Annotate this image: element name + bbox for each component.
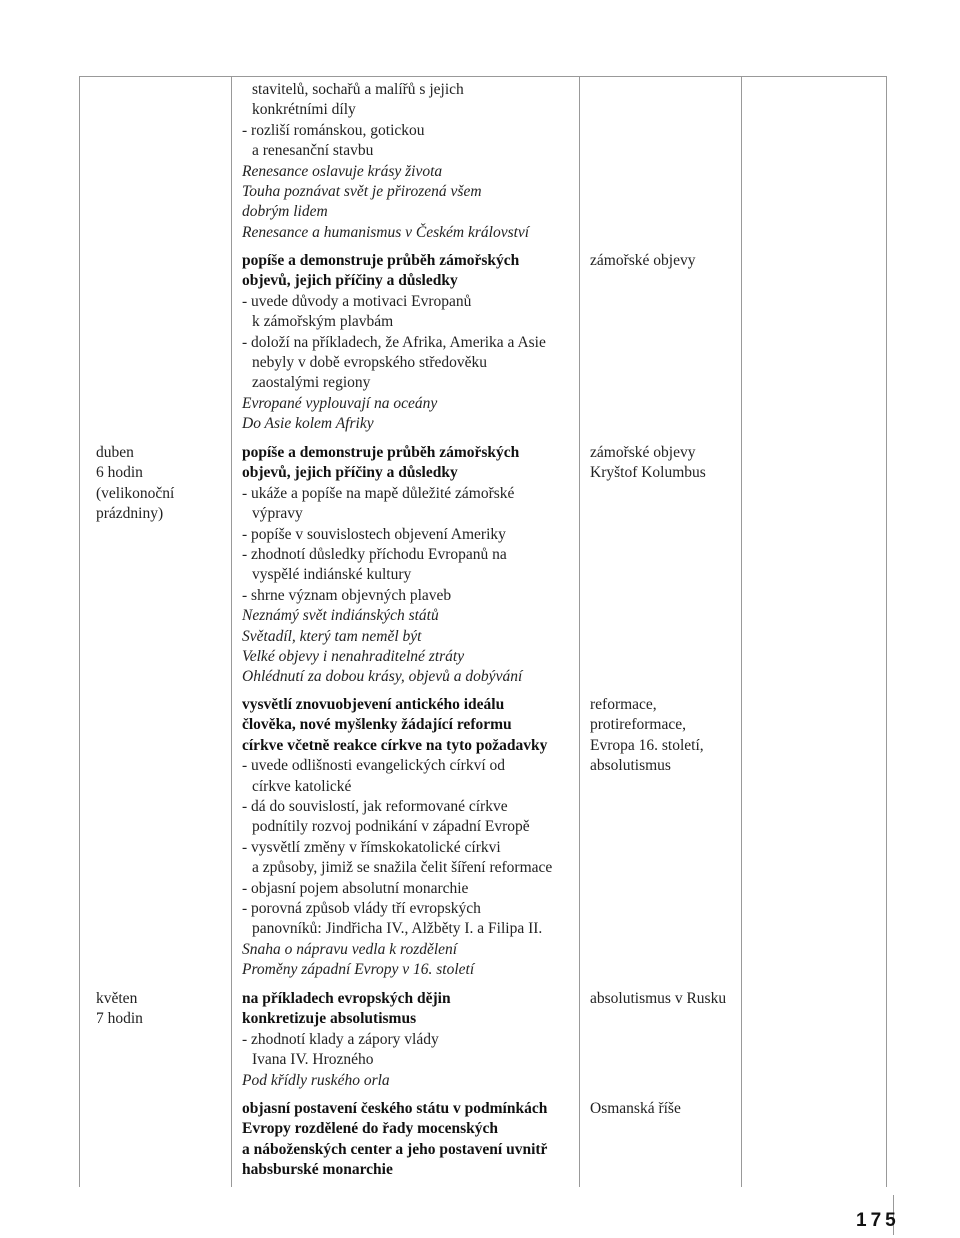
- outcome-line: církve katolické: [252, 777, 352, 795]
- topic-line: protireformace,: [590, 716, 686, 734]
- outcome-line: - dá do souvislostí, jak reformované církve: [242, 798, 508, 816]
- outcome-line: - doloží na příkladech, že Afrika, Amerika a Asie: [242, 333, 546, 351]
- column-divider-1: [231, 76, 232, 1187]
- outcome-line: objasní postavení českého státu v podmínkách: [242, 1100, 548, 1117]
- outcome-line: objevů, jejich příčiny a důsledky: [242, 464, 458, 482]
- month-line: (velikonoční: [96, 484, 175, 502]
- outcome-line: a způsoby, jimiž se snažila čelit šíření reformace: [252, 859, 553, 877]
- month-cell: [96, 443, 174, 525]
- outcome-line: Proměny západní Evropy v 16. století: [242, 961, 475, 979]
- outcome-line: nebyly v době evropského středověku: [252, 354, 488, 372]
- outcomes-cell: [242, 443, 522, 688]
- outcome-line: Renesance oslavuje krásy života: [242, 162, 443, 180]
- month-line: prázdniny): [96, 505, 164, 523]
- outcome-line: zaostalými regiony: [252, 374, 371, 392]
- outcome-line: člověka, nové myšlenky žádající reformu: [242, 716, 512, 734]
- topic-cell: [590, 251, 695, 271]
- outcome-line: Touha poznávat svět je přirozená všem: [242, 183, 482, 201]
- topic-line: zámořské objevy: [590, 252, 696, 269]
- outcome-line: Renesance a humanismus v Českém království: [242, 223, 530, 241]
- topic-cell: [590, 443, 706, 484]
- outcome-line: - porovná způsob vlády tří evropských: [242, 900, 481, 918]
- month-line: 6 hodin: [96, 464, 143, 482]
- table-border-left: [79, 76, 80, 1187]
- page-number: 175: [856, 1210, 900, 1231]
- outcome-line: - shrne význam objevných plaveb: [242, 586, 452, 604]
- outcome-line: Pod křídly ruského orla: [242, 1071, 390, 1089]
- month-line: 7 hodin: [96, 1010, 143, 1028]
- outcome-line: Ivana IV. Hrozného: [252, 1051, 374, 1069]
- topic-line: absolutismus: [590, 757, 671, 775]
- outcome-line: popíše a demonstruje průběh zámořských: [242, 252, 520, 269]
- outcome-line: Světadíl, který tam neměl být: [242, 627, 422, 645]
- outcome-line: - vysvětlí změny v římskokatolické církvi: [242, 838, 501, 856]
- outcome-line: - popíše v souvislostech objevení Ameriky: [242, 525, 506, 543]
- outcome-line: konkretizuje absolutismus: [242, 1010, 417, 1028]
- table-top-border: [79, 76, 887, 77]
- outcomes-cell: [242, 989, 451, 1091]
- column-divider-2: [579, 76, 580, 1187]
- outcomes-cell: [242, 80, 529, 243]
- outcome-line: - uvede důvody a motivaci Evropanů: [242, 292, 472, 310]
- column-divider-3: [741, 76, 742, 1187]
- outcome-line: a náboženských center a jeho postavení uvnitř: [242, 1140, 548, 1158]
- outcome-line: - objasní pojem absolutní monarchie: [242, 879, 469, 897]
- outcome-line: popíše a demonstruje průběh zámořských: [242, 444, 520, 461]
- outcome-line: vyspělé indiánské kultury: [252, 566, 412, 584]
- month-line: květen: [96, 990, 138, 1007]
- table-border-right: [886, 76, 887, 1187]
- outcome-line: Evropy rozdělené do řady mocenských: [242, 1120, 499, 1138]
- outcome-line: církve včetně reakce církve na tyto požadavky: [242, 736, 548, 754]
- outcomes-cell: [242, 1099, 547, 1181]
- outcome-line: - rozliší románskou, gotickou: [242, 121, 425, 139]
- outcome-line: a renesanční stavbu: [252, 142, 374, 160]
- outcome-line: dobrým lidem: [242, 203, 328, 221]
- month-line: duben: [96, 444, 134, 461]
- outcome-line: podnítily rozvoj podnikání v západní Evropě: [252, 818, 530, 836]
- outcome-line: Neznámý svět indiánských států: [242, 607, 439, 625]
- outcome-line: Evropané vyplouvají na oceány: [242, 394, 438, 412]
- outcome-line: Snaha o nápravu vedla k rozdělení: [242, 940, 458, 958]
- topic-cell: [590, 1099, 681, 1119]
- topic-line: Kryštof Kolumbus: [590, 464, 706, 482]
- outcome-line: výpravy: [252, 505, 303, 523]
- outcome-line: - uvede odlišnosti evangelických církví od: [242, 757, 506, 775]
- outcome-line: - zhodnotí klady a zápory vlády: [242, 1030, 439, 1048]
- month-cell: [96, 989, 143, 1030]
- topic-cell: [590, 695, 704, 777]
- outcomes-cell: [242, 251, 546, 435]
- outcome-line: k zámořským plavbám: [252, 313, 394, 331]
- outcomes-cell: [242, 695, 552, 981]
- outcome-line: habsburské monarchie: [242, 1161, 393, 1179]
- outcome-line: - zhodnotí důsledky příchodu Evropanů na: [242, 546, 507, 564]
- outcome-line: panovníků: Jindřicha IV., Alžběty I. a Filipa II.: [252, 920, 543, 938]
- outcome-line: stavitelů, sochařů a malířů s jejich: [252, 81, 464, 98]
- outcome-line: Do Asie kolem Afriky: [242, 415, 374, 433]
- topic-cell: [590, 989, 726, 1009]
- outcome-line: Ohlédnutí za dobou krásy, objevů a dobývání: [242, 668, 523, 686]
- outcome-line: na příkladech evropských dějin: [242, 990, 451, 1007]
- topic-line: zámořské objevy: [590, 444, 696, 461]
- topic-line: Evropa 16. století,: [590, 736, 704, 754]
- outcome-line: vysvětlí znovuobjevení antického ideálu: [242, 696, 505, 713]
- outcome-line: konkrétními díly: [252, 101, 356, 119]
- outcome-line: objevů, jejich příčiny a důsledky: [242, 272, 458, 290]
- topic-line: Osmanská říše: [590, 1100, 681, 1117]
- topic-line: reformace,: [590, 696, 657, 713]
- topic-line: absolutismus v Rusku: [590, 990, 727, 1007]
- outcome-line: Velké objevy i nenahraditelné ztráty: [242, 648, 465, 666]
- outcome-line: - ukáže a popíše na mapě důležité zámořské: [242, 484, 515, 502]
